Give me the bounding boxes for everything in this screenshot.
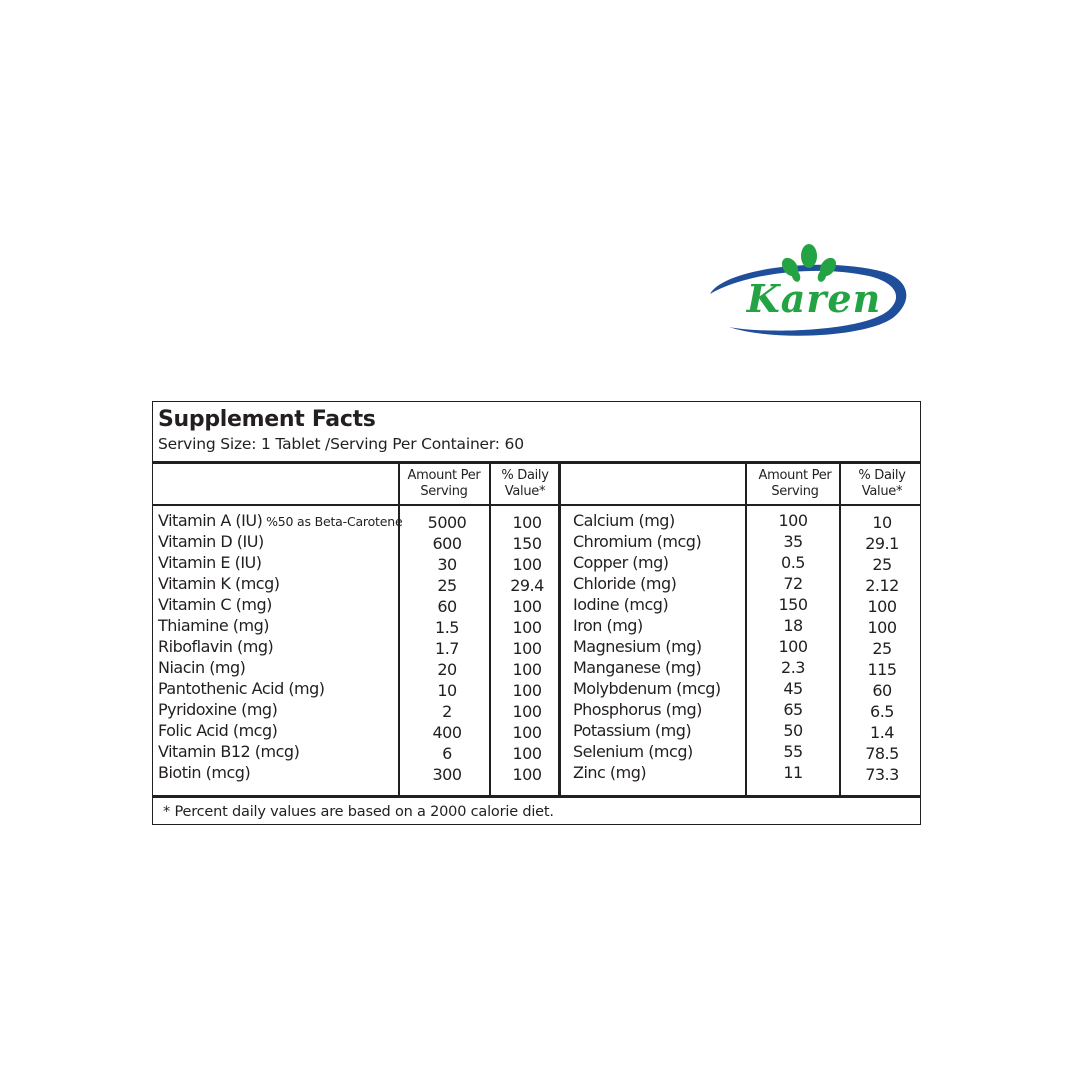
amount-per-serving: 20 [437,660,457,679]
amount-per-serving: 400 [432,723,462,742]
amount-per-serving: 150 [778,595,808,614]
amount-per-serving: 1.5 [435,618,459,637]
amount-per-serving: 60 [437,597,457,616]
daily-value: 100 [512,618,542,637]
amount-per-serving: 30 [437,555,457,574]
nutrient-name: Vitamin E (IU) [158,553,262,572]
amount-per-serving: 35 [783,532,803,551]
serving-info: Serving Size: 1 Tablet /Serving Per Container: 60 [158,435,524,453]
daily-value: 115 [867,660,897,679]
amount-per-serving: 100 [778,511,808,530]
daily-value: 10 [872,513,892,532]
divider-footer [153,795,920,798]
amount-per-serving: 45 [783,679,803,698]
daily-value: 100 [512,702,542,721]
nutrient-name: Pantothenic Acid (mg) [158,679,325,698]
daily-value: 100 [512,723,542,742]
nutrient-name: Vitamin A (IU) %50 as Beta-Carotene [158,511,403,530]
nutrient-name: Copper (mg) [573,553,669,572]
header-amount-right: Amount Per Serving [758,468,832,499]
amount-per-serving: 65 [783,700,803,719]
header-daily-right: % Daily Value* [858,468,906,499]
nutrient-name: Chromium (mcg) [573,532,702,551]
daily-value: 25 [872,555,892,574]
nutrient-name: Selenium (mcg) [573,742,693,761]
amount-per-serving: 50 [783,721,803,740]
daily-value: 100 [512,660,542,679]
daily-value: 1.4 [870,723,894,742]
daily-value: 60 [872,681,892,700]
nutrient-name: Calcium (mg) [573,511,675,530]
nutrient-name: Manganese (mg) [573,658,702,677]
brand-logo [704,242,912,342]
daily-value: 25 [872,639,892,658]
nutrient-name: Biotin (mcg) [158,763,251,782]
nutrient-name: Potassium (mg) [573,721,692,740]
nutrient-name: Phosphorus (mg) [573,700,702,719]
nutrient-name: Zinc (mg) [573,763,647,782]
nutrient-name: Niacin (mg) [158,658,246,677]
daily-value: 2.12 [865,576,899,595]
supplement-facts-panel [152,401,921,825]
nutrient-note: %50 as Beta-Carotene [262,514,403,529]
daily-value: 29.4 [510,576,544,595]
nutrient-name: Molybdenum (mcg) [573,679,721,698]
amount-per-serving: 2.3 [781,658,805,677]
amount-per-serving: 600 [432,534,462,553]
amount-per-serving: 18 [783,616,803,635]
nutrient-name: Vitamin D (IU) [158,532,264,551]
facts-title: Supplement Facts [158,407,376,432]
header-daily-left: % Daily Value* [501,468,549,499]
footnote: * Percent daily values are based on a 2000 calorie diet. [163,804,554,820]
daily-value: 150 [512,534,542,553]
amount-per-serving: 72 [783,574,803,593]
amount-per-serving: 100 [778,637,808,656]
amount-per-serving: 1.7 [435,639,459,658]
nutrient-name: Vitamin B12 (mcg) [158,742,300,761]
nutrient-name: Iron (mg) [573,616,643,635]
amount-per-serving: 25 [437,576,457,595]
daily-value: 100 [867,597,897,616]
amount-per-serving: 10 [437,681,457,700]
daily-value: 100 [512,765,542,784]
daily-value: 29.1 [865,534,899,553]
col-divider [745,463,747,796]
nutrient-name: Vitamin C (mg) [158,595,272,614]
amount-per-serving: 300 [432,765,462,784]
nutrient-name: Magnesium (mg) [573,637,702,656]
daily-value: 100 [512,597,542,616]
amount-per-serving: 11 [783,763,803,782]
daily-value: 6.5 [870,702,894,721]
nutrient-name: Riboflavin (mg) [158,637,274,656]
divider-header [153,504,920,506]
daily-value: 100 [512,681,542,700]
daily-value: 73.3 [865,765,899,784]
daily-value: 100 [512,744,542,763]
daily-value: 100 [512,555,542,574]
nutrient-name: Iodine (mcg) [573,595,669,614]
daily-value: 78.5 [865,744,899,763]
amount-per-serving: 5000 [427,513,467,532]
amount-per-serving: 2 [442,702,452,721]
nutrient-name: Folic Acid (mcg) [158,721,278,740]
nutrient-name: Chloride (mg) [573,574,677,593]
nutrient-name: Vitamin K (mcg) [158,574,280,593]
amount-per-serving: 6 [442,744,452,763]
nutrient-name: Thiamine (mg) [158,616,269,635]
nutrient-name: Pyridoxine (mg) [158,700,278,719]
daily-value: 100 [512,513,542,532]
divider-thick [153,461,920,464]
logo-text: Karen [746,276,882,321]
daily-value: 100 [867,618,897,637]
amount-per-serving: 0.5 [781,553,805,572]
daily-value: 100 [512,639,542,658]
header-amount-left: Amount Per Serving [407,468,481,499]
amount-per-serving: 55 [783,742,803,761]
